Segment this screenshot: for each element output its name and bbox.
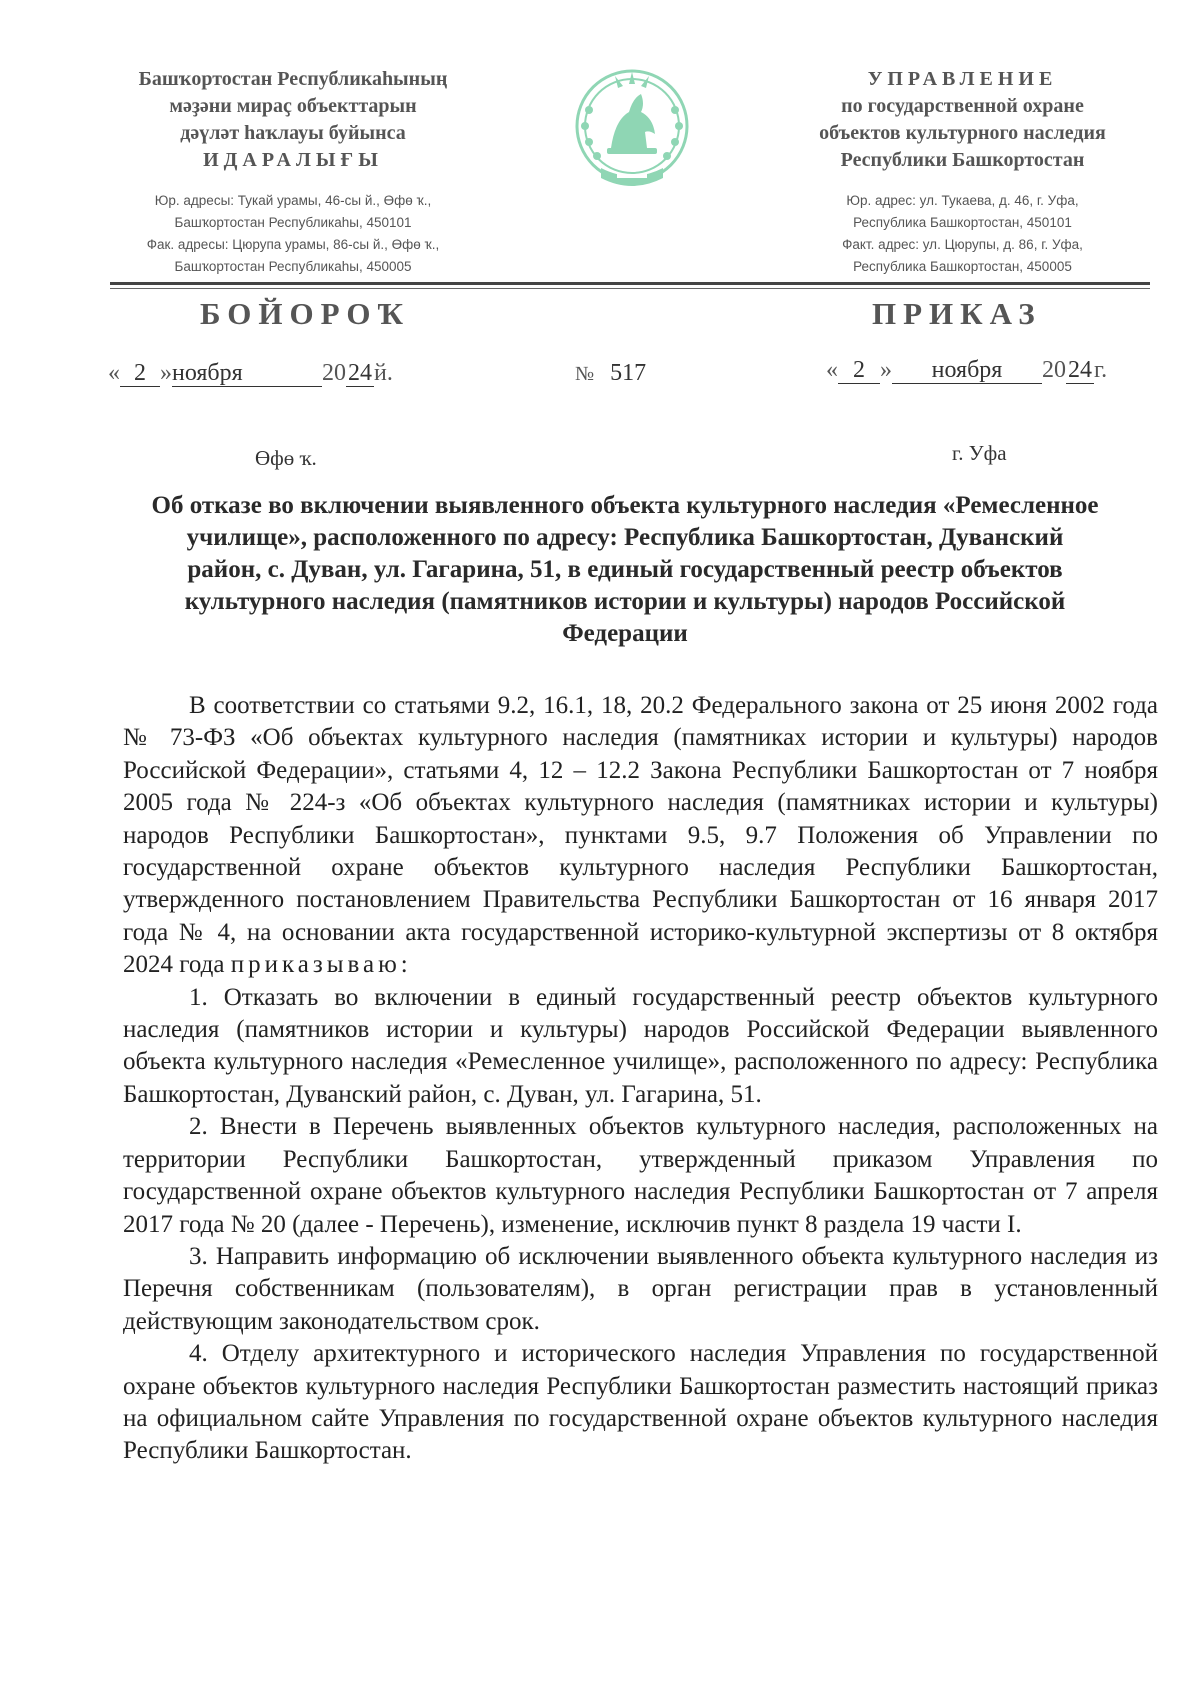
date-left-day: 2 bbox=[120, 360, 160, 387]
order-number-label: № bbox=[575, 363, 595, 385]
date-right-year-suffix: 24 bbox=[1068, 357, 1092, 383]
order-word: приказываю: bbox=[230, 951, 412, 979]
order-item-1: 1. Отказать во включении в единый государственный реестр объектов культурного наследия (памятников истории и культуры) народов Российской Федерации выявленного объекта культурного наследия «Ремесленное училище», расположенного по адресу: Республика Башкортостан, Дуванский район, с. Дуван, ул. Гагарина, 51. bbox=[123, 983, 1158, 1108]
header-left-line-1: Башҡортостан Республикаһының bbox=[138, 68, 448, 90]
date-right bbox=[826, 357, 1107, 384]
header-left-address-line: Фак. адресы: Цюрупа урамы, 86-сы й., Өфө ҡ., bbox=[146, 237, 440, 252]
header-left-address-line: Юр. адресы: Тукай урамы, 46-сы й., Өфө ҡ., bbox=[154, 193, 432, 208]
date-right-suffix: г. bbox=[1094, 357, 1108, 383]
header-separator bbox=[110, 282, 1150, 285]
date-left bbox=[108, 360, 393, 387]
header-separator-thin bbox=[110, 288, 1150, 289]
date-left-year-prefix: 20 bbox=[322, 360, 346, 386]
bashkortostan-emblem-icon bbox=[571, 60, 693, 196]
date-right-year-prefix: 20 bbox=[1042, 357, 1066, 383]
header-right-line-4: Республики Башкортостан bbox=[840, 149, 1085, 171]
header-right-line-2: по государственной охране bbox=[841, 95, 1084, 117]
date-left-close-quote: » bbox=[160, 360, 172, 386]
order-number bbox=[575, 360, 646, 387]
order-item-4: 4. Отделу архитектурного и исторического наследия Управления по государственной охране объектов культурного наследия Республики Башкортостан разместить настоящий приказ на официальном сайте Управления по государственной охране объектов культурного наследия Республики Башкортостан. bbox=[123, 1340, 1158, 1465]
date-right-day: 2 bbox=[838, 357, 880, 384]
doc-type-left: БОЙОРОҠ bbox=[200, 296, 411, 331]
date-left-month: ноября bbox=[172, 360, 322, 387]
date-left-year-suffix: 24 bbox=[348, 360, 372, 386]
preamble-text: В соответствии со статьями 9.2, 16.1, 18, 20.2 Федерального закона от 25 июня 2002 года № 73-ФЗ «Об объектах культурного наследия (памятниках истории и культуры) народов Российской Федерации», статьями 4, 12 – 12.2 Закона Республики Башкортостан от 7 ноября 2005 года № 224-з «Об объектах культурного наследия (памятниках истории и культуры) народов Республики Башкортостан», пунктами 9.5, 9.7 Положения об Управлении по государственной охране объектов культурного наследия Республики Башкортостан, утвержденного постановлением Правительства Республики Башкортостан от 16 января 2017 года № 4, на основании акта государственной историко-культурной экспертизы от 8 октября 2024 года bbox=[123, 692, 1158, 979]
header-right-block bbox=[775, 66, 1150, 278]
header-right-address-line: Юр. адрес: ул. Тукаева, д. 46, г. Уфа, bbox=[846, 193, 1079, 208]
date-right-close-quote: » bbox=[880, 357, 892, 383]
place-right: г. Уфа bbox=[952, 441, 1007, 465]
document-title: Об отказе во включении выявленного объекта культурного наследия «Ремесленное училище», расположенного по адресу: Республика Башкортостан, Дуванский район, с. Дуван, ул. Гагарина, 51, в единый государственный реестр объектов культурного наследия (памятников истории и культуры) народов Российской Федерации bbox=[151, 492, 1099, 647]
header-left-line-3: дәүләт һаҡлауы буйынса bbox=[180, 122, 406, 144]
header-right-address-line: Республика Башкортостан, 450101 bbox=[853, 215, 1072, 230]
order-item-3: 3. Направить информацию об исключении выявленного объекта культурного наследия из Перечня собственникам (пользователям), в орган регистрации прав в установленный действующим законодательством срок. bbox=[123, 1242, 1158, 1335]
header-left-address bbox=[108, 190, 478, 278]
order-number-value: 517 bbox=[610, 360, 647, 386]
document-body bbox=[123, 690, 1158, 1468]
place-left: Өфө ҡ. bbox=[255, 446, 317, 470]
header-right-address-line: Республика Башкортостан, 450005 bbox=[853, 259, 1072, 274]
header-left-block bbox=[108, 66, 478, 278]
header-right-line-1: УПРАВЛЕНИЕ bbox=[867, 68, 1058, 90]
doc-type-right: ПРИКАЗ bbox=[872, 296, 1042, 331]
header-right-address-line: Факт. адрес: ул. Цюрупы, д. 86, г. Уфа, bbox=[842, 237, 1083, 252]
header-right-line-3: объектов культурного наследия bbox=[819, 122, 1106, 144]
date-right-open-quote: « bbox=[826, 357, 838, 383]
header-left-line-2: мәҙәни мираҫ объекттарын bbox=[169, 95, 417, 117]
order-item-2: 2. Внести в Перечень выявленных объектов культурного наследия, расположенных на территории Республики Башкортостан, утвержденный приказом Управления по государственной охране объектов культурного наследия Республики Башкортостан от 7 апреля 2017 года № 20 (далее - Перечень), изменение, исключив пункт 8 раздела 19 части I. bbox=[123, 1113, 1158, 1238]
header-left-address-line: Башҡортостан Республикаһы, 450005 bbox=[174, 259, 412, 274]
header-right-address bbox=[775, 190, 1150, 278]
header-left-address-line: Башҡортостан Республикаһы, 450101 bbox=[174, 215, 412, 230]
date-left-suffix: й. bbox=[374, 360, 393, 386]
header-left-line-4: ИДАРАЛЫҒЫ bbox=[203, 149, 383, 171]
date-right-month: ноября bbox=[892, 357, 1042, 384]
preamble-paragraph bbox=[123, 690, 1158, 982]
date-left-open-quote: « bbox=[108, 360, 120, 386]
